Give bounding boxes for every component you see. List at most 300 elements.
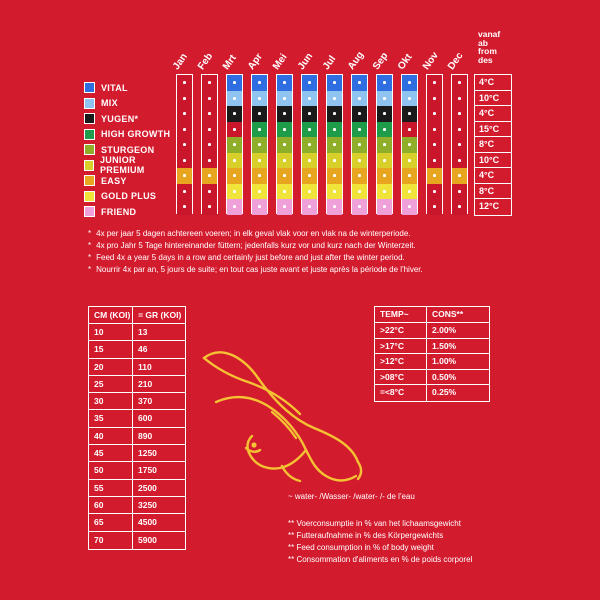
legend-item xyxy=(84,127,174,143)
temp-range-value: >12°C xyxy=(375,354,426,370)
cell-dot-icon xyxy=(333,143,336,146)
schedule-cell xyxy=(427,153,442,169)
temperature-cell: 10°C xyxy=(475,91,511,107)
cell-dot-icon xyxy=(233,97,236,100)
cell-dot-icon xyxy=(458,81,461,84)
schedule-cell xyxy=(352,122,367,138)
consumption-footnote: ** Consommation d'aliments en % de poids corporel xyxy=(288,555,473,564)
cell-dot-icon xyxy=(258,159,261,162)
temperature-cell: 4°C xyxy=(475,168,511,184)
schedule-cell xyxy=(202,168,217,184)
vanaf-line: des xyxy=(478,54,493,65)
feeding-notes xyxy=(88,228,508,276)
col-header-gr: = GR (KOI) xyxy=(138,310,182,320)
schedule-cell xyxy=(252,199,267,215)
schedule-cell xyxy=(227,168,242,184)
legend-item-label: FRIEND xyxy=(101,206,137,217)
schedule-cell xyxy=(452,122,467,138)
month-column xyxy=(351,74,368,214)
gram-value: 3250 xyxy=(133,497,185,514)
cm-to-gram-header xyxy=(88,306,186,323)
cm-value: 55 xyxy=(89,480,132,497)
month-header-row xyxy=(170,24,476,72)
schedule-cell xyxy=(252,75,267,91)
month-label: Feb xyxy=(195,51,216,72)
cm-value: 60 xyxy=(89,497,132,514)
month-column xyxy=(226,74,243,214)
legend-item-label: VITAL xyxy=(101,82,128,93)
temperature-cell: 8°C xyxy=(475,184,511,200)
consumption-footnote: ** Futteraufnahme in % des Körpergewichts xyxy=(288,531,444,540)
consumption-footnotes xyxy=(288,518,472,566)
cell-dot-icon xyxy=(433,205,436,208)
legend-item-label: YUGEN* xyxy=(101,113,139,124)
cell-dot-icon xyxy=(283,97,286,100)
gram-value: 5900 xyxy=(138,534,157,545)
schedule-cell xyxy=(377,137,392,153)
cell-dot-icon xyxy=(183,97,186,100)
schedule-cell xyxy=(427,184,442,200)
schedule-cell xyxy=(402,137,417,153)
cell-dot-icon xyxy=(183,81,186,84)
feeding-note: * Nourrir 4x par an, 5 jours de suite; en tout cas juste avant et juste après la période de l'hiver. xyxy=(88,265,423,274)
legend-item xyxy=(84,155,174,176)
schedule-cell xyxy=(452,199,467,215)
cell-dot-icon xyxy=(233,159,236,162)
schedule-cell xyxy=(277,75,292,91)
schedule-cell xyxy=(402,122,417,138)
col-header-cm: CM (KOI) xyxy=(89,307,133,323)
schedule-cell xyxy=(402,75,417,91)
asterisk-icon: * xyxy=(88,229,92,238)
water-footnote: ~ water- /Wasser- /water- /- de l'eau xyxy=(288,492,415,501)
cell-dot-icon xyxy=(258,174,261,177)
month-label: Sep xyxy=(370,50,391,72)
schedule-cell xyxy=(402,91,417,107)
gram-value: 4500 xyxy=(133,514,185,531)
legend-item-label: STURGEON xyxy=(101,144,155,155)
cell-dot-icon xyxy=(458,112,461,115)
cell-dot-icon xyxy=(333,159,336,162)
month-label: Jun xyxy=(295,51,316,72)
schedule-cell xyxy=(377,199,392,215)
cell-dot-icon xyxy=(258,190,261,193)
schedule-cell xyxy=(177,122,192,138)
schedule-cell xyxy=(377,184,392,200)
schedule-cell xyxy=(202,91,217,107)
cell-dot-icon xyxy=(208,97,211,100)
cell-dot-icon xyxy=(333,190,336,193)
schedule-cell xyxy=(202,153,217,169)
cell-dot-icon xyxy=(308,97,311,100)
legend-item xyxy=(84,189,174,205)
schedule-cell xyxy=(227,106,242,122)
schedule-cell xyxy=(427,137,442,153)
legend-item-label: MIX xyxy=(101,98,118,109)
cell-dot-icon xyxy=(283,112,286,115)
temp-cons-body xyxy=(374,323,490,402)
cell-dot-icon xyxy=(408,81,411,84)
schedule-cell xyxy=(352,184,367,200)
schedule-cell xyxy=(277,168,292,184)
legend-color-swatch xyxy=(84,175,95,186)
cell-dot-icon xyxy=(308,205,311,208)
cell-dot-icon xyxy=(258,143,261,146)
cell-dot-icon xyxy=(183,174,186,177)
cell-dot-icon xyxy=(308,159,311,162)
legend-color-swatch xyxy=(84,191,95,202)
schedule-cell xyxy=(177,199,192,215)
schedule-cell xyxy=(427,91,442,107)
consumption-footnote: ** Feed consumption in % of body weight xyxy=(288,543,434,552)
schedule-cell xyxy=(202,75,217,91)
consumption-footnote: ** Voerconsumptie in % van het lichaamsgewicht xyxy=(288,519,461,528)
cell-dot-icon xyxy=(458,128,461,131)
schedule-cell xyxy=(452,106,467,122)
schedule-cell xyxy=(302,184,317,200)
legend-color-swatch xyxy=(84,113,95,124)
legend-color-swatch xyxy=(84,144,95,155)
schedule-cell xyxy=(377,122,392,138)
schedule-cell xyxy=(252,153,267,169)
schedule-cell xyxy=(452,75,467,91)
cell-dot-icon xyxy=(458,190,461,193)
gram-value: 210 xyxy=(133,376,185,393)
cell-dot-icon xyxy=(233,143,236,146)
schedule-cell xyxy=(177,153,192,169)
temperature-cell: 12°C xyxy=(479,201,500,211)
schedule-cell xyxy=(227,91,242,107)
legend-item-label: GOLD PLUS xyxy=(101,191,157,202)
schedule-cell xyxy=(352,137,367,153)
cell-dot-icon xyxy=(308,143,311,146)
cell-dot-icon xyxy=(208,190,211,193)
cell-dot-icon xyxy=(358,205,361,208)
legend-color-swatch xyxy=(84,98,95,109)
cm-to-gram-table xyxy=(88,306,186,550)
cell-dot-icon xyxy=(358,174,361,177)
cell-dot-icon xyxy=(433,143,436,146)
cell-dot-icon xyxy=(258,81,261,84)
cell-dot-icon xyxy=(383,128,386,131)
legend-color-swatch xyxy=(84,82,95,93)
gram-value: 110 xyxy=(133,359,185,376)
schedule-cell xyxy=(352,199,367,215)
schedule-cell xyxy=(277,184,292,200)
schedule-cell xyxy=(402,106,417,122)
schedule-cell xyxy=(202,106,217,122)
cell-dot-icon xyxy=(433,159,436,162)
month-label: Mrt xyxy=(220,52,239,72)
month-column xyxy=(401,74,418,214)
cell-dot-icon xyxy=(408,174,411,177)
temperature-cell: 10°C xyxy=(475,153,511,169)
feeding-note: * Feed 4x a year 5 days in a row and certainly just before and just after the winter period. xyxy=(88,253,405,262)
legend-color-swatch xyxy=(84,160,94,171)
gram-value: 13 xyxy=(133,324,185,341)
schedule-cell xyxy=(327,153,342,169)
cell-dot-icon xyxy=(358,112,361,115)
cell-dot-icon xyxy=(383,81,386,84)
vanaf-line: from xyxy=(478,46,497,56)
legend-item xyxy=(84,173,174,189)
schedule-cell xyxy=(277,91,292,107)
cell-dot-icon xyxy=(233,190,236,193)
gram-value: 1750 xyxy=(133,462,185,479)
schedule-cell xyxy=(227,137,242,153)
cell-dot-icon xyxy=(233,174,236,177)
product-legend xyxy=(84,80,174,220)
cell-dot-icon xyxy=(308,128,311,131)
cm-to-gram-body xyxy=(88,323,186,550)
month-column xyxy=(201,74,218,214)
cell-dot-icon xyxy=(358,128,361,131)
cell-dot-icon xyxy=(283,128,286,131)
cell-dot-icon xyxy=(208,112,211,115)
temp-column xyxy=(374,323,426,402)
cell-dot-icon xyxy=(183,128,186,131)
cell-dot-icon xyxy=(433,190,436,193)
schedule-cell xyxy=(427,106,442,122)
schedule-cell xyxy=(302,75,317,91)
schedule-cell xyxy=(302,106,317,122)
cell-dot-icon xyxy=(433,97,436,100)
cell-dot-icon xyxy=(358,81,361,84)
schedule-cell xyxy=(177,75,192,91)
legend-item xyxy=(84,204,174,220)
schedule-cell xyxy=(327,106,342,122)
feeding-note: * 4x pro Jahr 5 Tage hintereinander füttern; jedenfalls kurz vor und kurz nach der Winterzeit. xyxy=(88,241,416,250)
cm-value: 40 xyxy=(89,428,132,445)
schedule-cell xyxy=(302,153,317,169)
legend-item-label: JUNIOR PREMIUM xyxy=(100,155,145,176)
cell-dot-icon xyxy=(333,81,336,84)
cell-dot-icon xyxy=(433,112,436,115)
cell-dot-icon xyxy=(408,97,411,100)
schedule-cell xyxy=(177,91,192,107)
cell-dot-icon xyxy=(208,174,211,177)
cell-dot-icon xyxy=(408,112,411,115)
vanaf-line: vanaf xyxy=(478,29,501,39)
cell-dot-icon xyxy=(383,159,386,162)
temperature-column xyxy=(474,74,512,216)
cell-dot-icon xyxy=(183,190,186,193)
cell-dot-icon xyxy=(258,128,261,131)
schedule-cell xyxy=(327,91,342,107)
schedule-cell xyxy=(377,168,392,184)
schedule-cell xyxy=(252,184,267,200)
legend-item xyxy=(84,96,174,112)
cell-dot-icon xyxy=(458,159,461,162)
cell-dot-icon xyxy=(333,128,336,131)
cm-value: 70 xyxy=(94,534,104,545)
schedule-cell xyxy=(302,168,317,184)
month-label: Jul xyxy=(320,53,339,72)
schedule-cell xyxy=(377,75,392,91)
cell-dot-icon xyxy=(408,143,411,146)
schedule-cell xyxy=(427,122,442,138)
cell-dot-icon xyxy=(183,112,186,115)
cell-dot-icon xyxy=(283,190,286,193)
vanaf-line: ab xyxy=(478,37,488,48)
feeding-note: * 4x per jaar 5 dagen achtereen voeren; in elk geval vlak voor en vlak na de winterperiode. xyxy=(88,229,411,238)
cell-dot-icon xyxy=(308,112,311,115)
cell-dot-icon xyxy=(458,97,461,100)
cell-dot-icon xyxy=(433,174,436,177)
schedule-cell xyxy=(277,106,292,122)
schedule-cell xyxy=(452,137,467,153)
schedule-cell xyxy=(177,106,192,122)
cell-dot-icon xyxy=(208,81,211,84)
schedule-cell xyxy=(302,199,317,215)
temperature-consumption-table xyxy=(374,306,490,402)
schedule-cell xyxy=(302,137,317,153)
schedule-cell xyxy=(427,75,442,91)
month-column xyxy=(176,74,193,214)
cell-dot-icon xyxy=(258,112,261,115)
cm-value: 30 xyxy=(89,393,132,410)
cell-dot-icon xyxy=(183,143,186,146)
schedule-cell xyxy=(227,75,242,91)
legend-color-swatch xyxy=(84,206,95,217)
schedule-cell xyxy=(327,168,342,184)
temperature-cell: 8°C xyxy=(475,137,511,153)
schedule-cell xyxy=(452,168,467,184)
month-label: Nov xyxy=(420,50,441,72)
schedule-cell xyxy=(252,168,267,184)
month-label: Okt xyxy=(395,52,415,72)
temp-cons-header xyxy=(374,306,490,323)
month-column xyxy=(276,74,293,214)
schedule-cell xyxy=(452,153,467,169)
cell-dot-icon xyxy=(358,159,361,162)
month-label: Aug xyxy=(345,49,367,72)
gram-value: 600 xyxy=(133,410,185,427)
cell-dot-icon xyxy=(433,81,436,84)
cell-dot-icon xyxy=(333,174,336,177)
schedule-cell xyxy=(352,91,367,107)
cell-dot-icon xyxy=(183,159,186,162)
cm-value: 45 xyxy=(89,445,132,462)
cell-dot-icon xyxy=(283,174,286,177)
month-label: Dec xyxy=(445,50,466,72)
cell-dot-icon xyxy=(383,97,386,100)
legend-color-swatch xyxy=(84,129,95,140)
schedule-cell xyxy=(227,122,242,138)
cell-dot-icon xyxy=(283,81,286,84)
schedule-cell xyxy=(452,184,467,200)
cm-value: 15 xyxy=(89,341,132,358)
gram-value: 1250 xyxy=(133,445,185,462)
schedule-cell xyxy=(327,184,342,200)
schedule-cell xyxy=(302,122,317,138)
col-header-cons: CONS** xyxy=(426,306,490,323)
schedule-cell xyxy=(202,137,217,153)
cm-value: 20 xyxy=(89,359,132,376)
month-column xyxy=(251,74,268,214)
cell-dot-icon xyxy=(233,205,236,208)
temperature-cell: 4°C xyxy=(475,106,511,122)
cell-dot-icon xyxy=(283,159,286,162)
schedule-cell xyxy=(427,168,442,184)
cell-dot-icon xyxy=(383,112,386,115)
schedule-cell xyxy=(277,153,292,169)
schedule-cell xyxy=(277,199,292,215)
cell-dot-icon xyxy=(283,205,286,208)
asterisk-icon: * xyxy=(88,241,92,250)
gram-value: 890 xyxy=(133,428,185,445)
schedule-cell xyxy=(377,106,392,122)
cell-dot-icon xyxy=(458,143,461,146)
cell-dot-icon xyxy=(358,97,361,100)
cons-percent-value: 2.00% xyxy=(427,323,489,339)
gram-column xyxy=(133,323,186,550)
schedule-cell xyxy=(402,199,417,215)
temp-range-value: >08°C xyxy=(375,370,426,386)
cell-dot-icon xyxy=(358,143,361,146)
cm-value: 65 xyxy=(89,514,132,531)
cm-value: 25 xyxy=(89,376,132,393)
month-column xyxy=(426,74,443,214)
cell-dot-icon xyxy=(408,190,411,193)
schedule-cell xyxy=(252,137,267,153)
schedule-cell xyxy=(227,199,242,215)
cell-dot-icon xyxy=(358,190,361,193)
schedule-cell xyxy=(177,137,192,153)
schedule-cell xyxy=(352,106,367,122)
cell-dot-icon xyxy=(233,112,236,115)
cell-dot-icon xyxy=(458,174,461,177)
cell-dot-icon xyxy=(333,205,336,208)
cell-dot-icon xyxy=(433,128,436,131)
schedule-cell xyxy=(352,75,367,91)
schedule-cell xyxy=(402,184,417,200)
cell-dot-icon xyxy=(183,205,186,208)
gram-value: 370 xyxy=(133,393,185,410)
cons-percent-value: 0.25% xyxy=(432,387,457,398)
schedule-cell xyxy=(327,122,342,138)
cm-value: 50 xyxy=(89,462,132,479)
schedule-cell xyxy=(202,184,217,200)
cell-dot-icon xyxy=(208,143,211,146)
cons-percent-value: 1.50% xyxy=(427,339,489,355)
schedule-cell xyxy=(252,91,267,107)
schedule-cell xyxy=(277,137,292,153)
schedule-cell xyxy=(202,199,217,215)
cell-dot-icon xyxy=(258,205,261,208)
gram-value: 46 xyxy=(133,341,185,358)
schedule-cell xyxy=(352,153,367,169)
schedule-cell xyxy=(177,168,192,184)
cell-dot-icon xyxy=(408,205,411,208)
cons-percent-value: 1.00% xyxy=(427,354,489,370)
schedule-cell xyxy=(252,122,267,138)
cell-dot-icon xyxy=(208,128,211,131)
legend-item xyxy=(84,111,174,127)
month-column xyxy=(326,74,343,214)
schedule-cell xyxy=(427,199,442,215)
month-column xyxy=(301,74,318,214)
schedule-cell xyxy=(452,91,467,107)
asterisk-icon: * xyxy=(88,253,92,262)
month-column xyxy=(376,74,393,214)
cell-dot-icon xyxy=(458,205,461,208)
schedule-cell xyxy=(402,153,417,169)
cell-dot-icon xyxy=(208,205,211,208)
cell-dot-icon xyxy=(308,174,311,177)
cell-dot-icon xyxy=(333,97,336,100)
schedule-cell xyxy=(177,184,192,200)
